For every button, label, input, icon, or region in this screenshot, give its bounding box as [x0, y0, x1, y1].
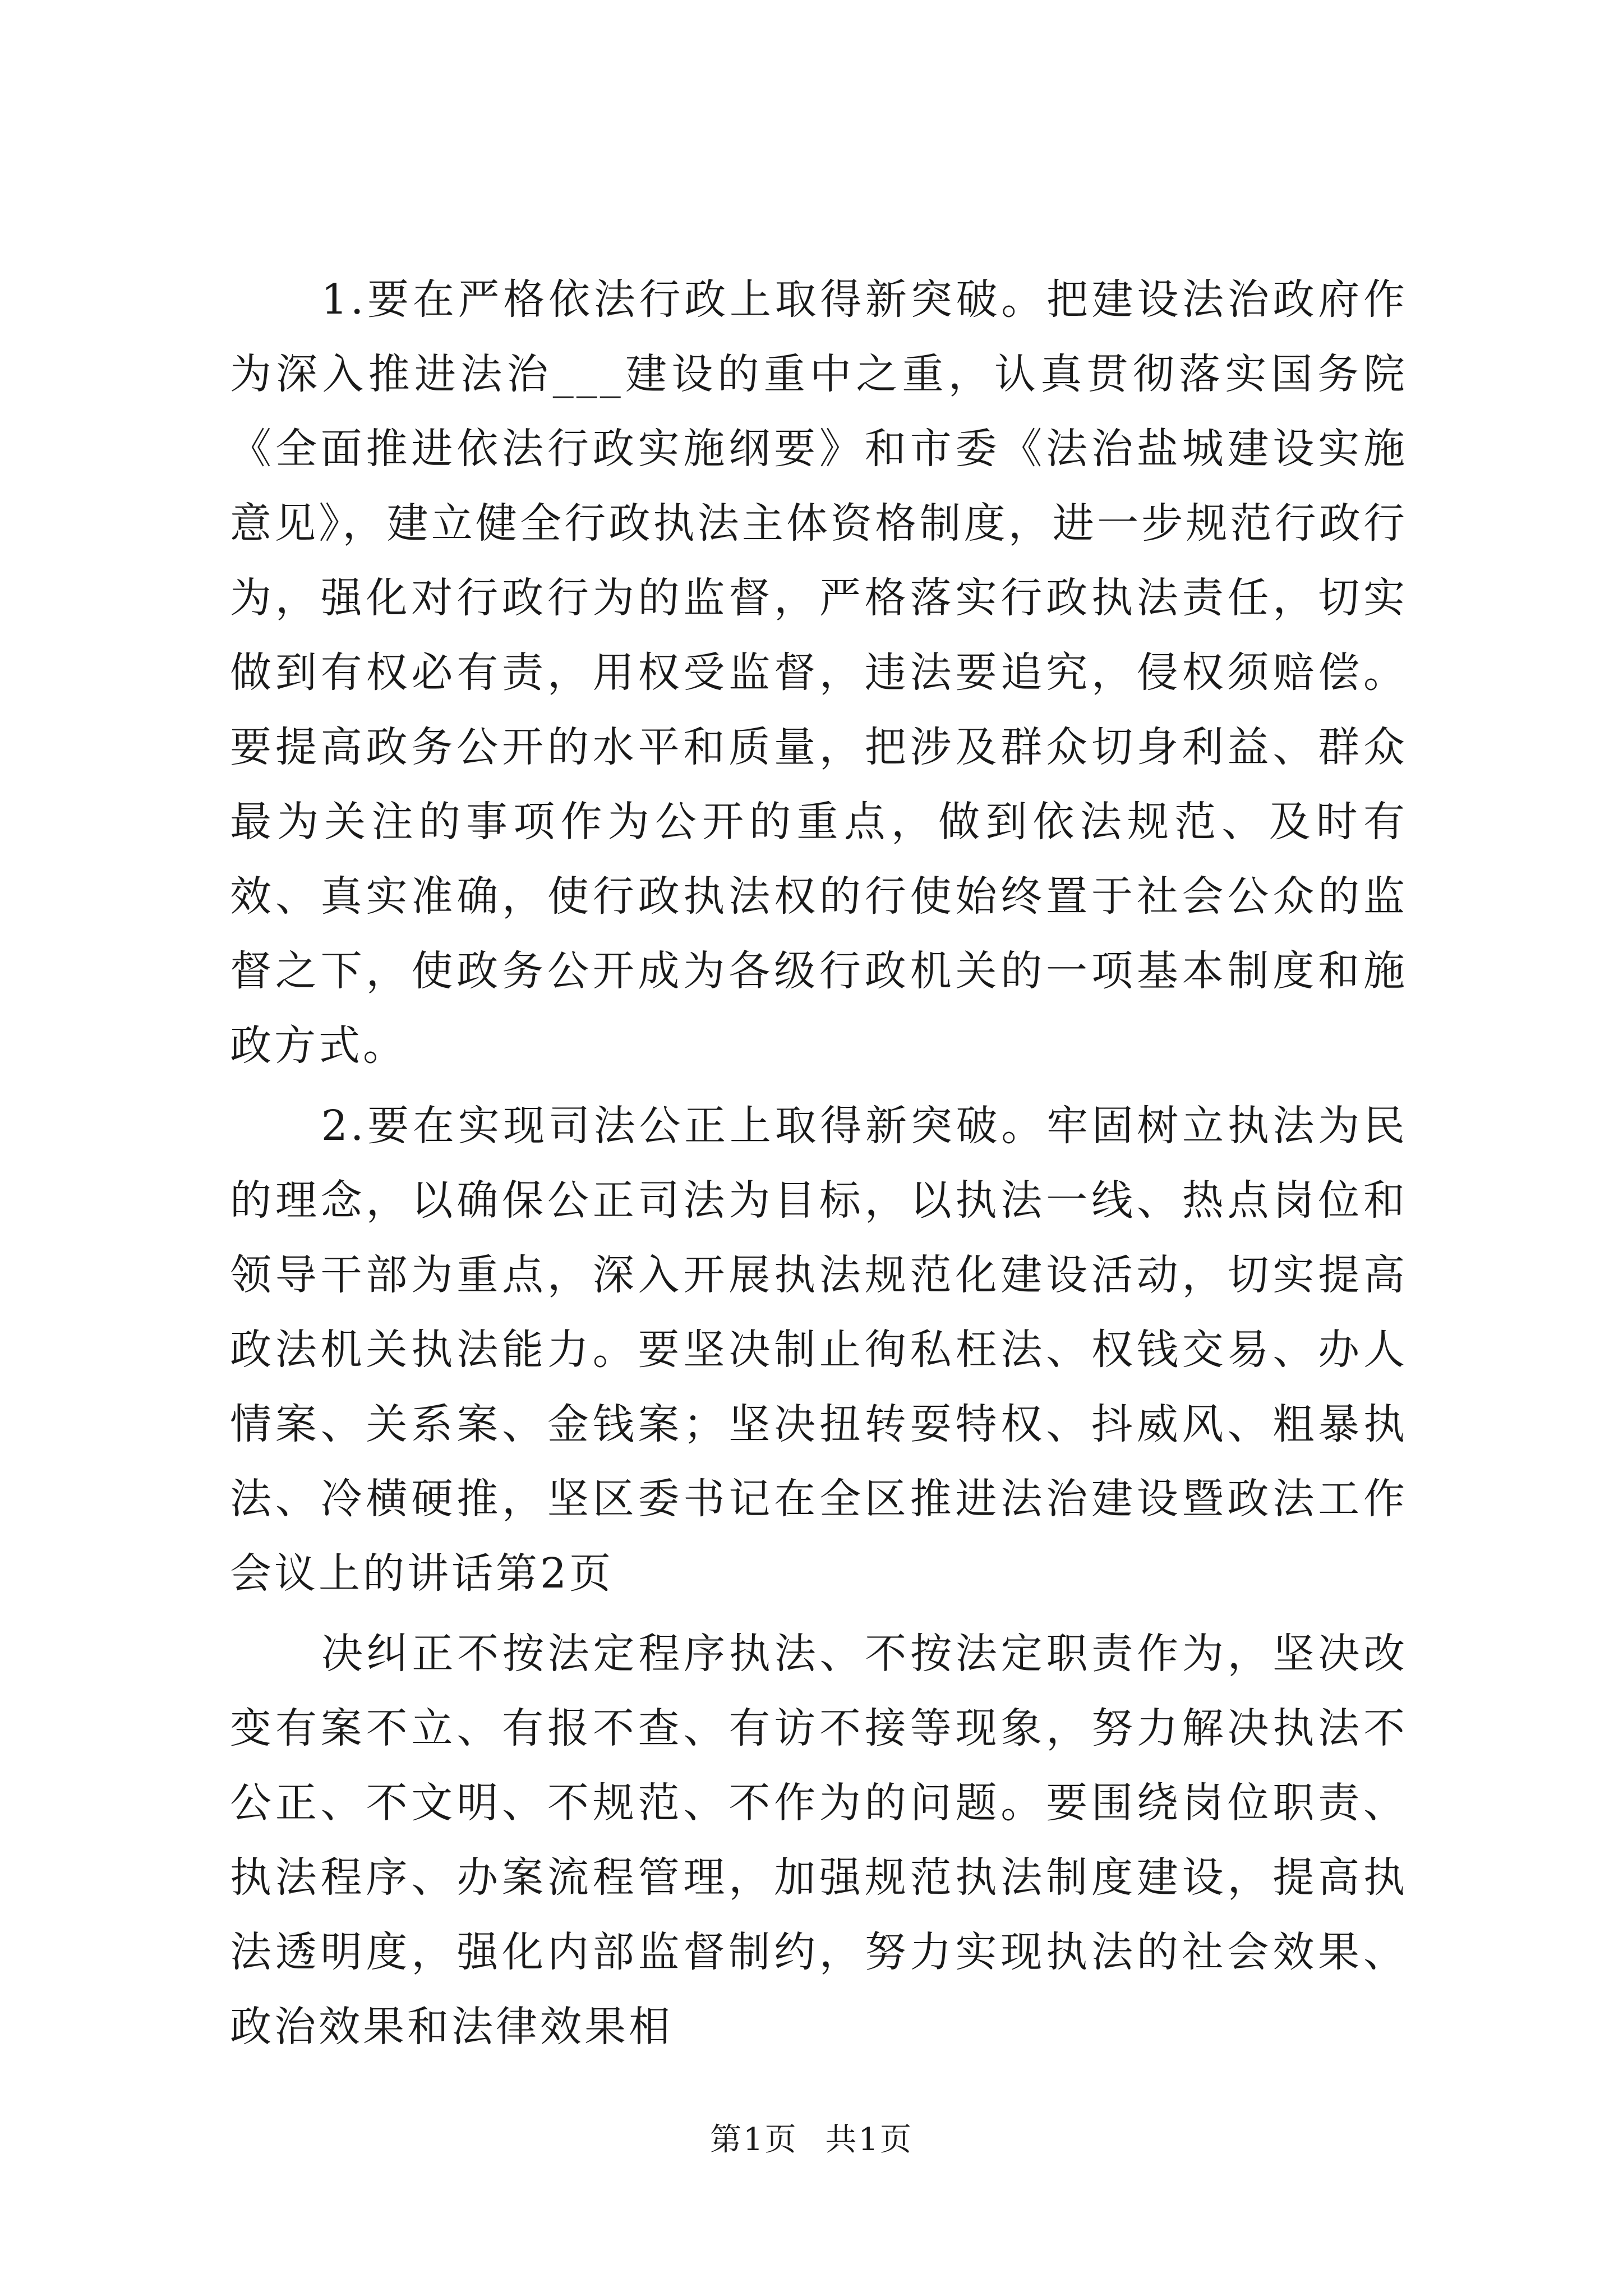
- page-total: 共1页: [825, 2122, 914, 2158]
- document-body: [230, 263, 1408, 2064]
- paragraph-1: 1.要在严格依法行政上取得新突破。把建设法治政府作为深入推进法治___建设的重中之重，认真贯彻落实国务院《全面推进依法行政实施纲要》和市委《法治盐城建设实施意见》，建立健全行政执法主体资格制度，进一步规范行政行为，强化对行政行为的监督，严格落实行政执法责任，切实做到有权必有责，用权受监督，违法要追究，侵权须赔偿。要提高政务公开的水平和质量，把涉及群众切身利益、群众最为关注的事项作为公开的重点，做到依法规范、及时有效、真实准确，使行政执法权的行使始终置于社会公众的监督之下，使政务公开成为各级行政机关的一项基本制度和施政方式。: [230, 275, 1408, 1070]
- paragraph-2: 2.要在实现司法公正上取得新突破。牢固树立执法为民的理念，以确保公正司法为目标，以执法一线、热点岗位和领导干部为重点，深入开展执法规范化建设活动，切实提高政法机关执法能力。要坚决制止徇私枉法、权钱交易、办人情案、关系案、金钱案；坚决扭转耍特权、抖威风、粗暴执法、冷横硬推，坚区委书记在全区推进法治建设暨政法工作会议上的讲话第2页: [230, 1102, 1408, 1598]
- page-footer: [0, 2115, 1623, 2160]
- paragraph-3: 决纠正不按法定程序执法、不按法定职责作为，坚决改变有案不立、有报不查、有访不接等现象，努力解决执法不公正、不文明、不规范、不作为的问题。要围绕岗位职责、执法程序、办案流程管理，加强规范执法制度建设，提高执法透明度，强化内部监督制约，努力实现执法的社会效果、政治效果和法律效果相: [230, 1630, 1408, 2051]
- page-number: 第1页: [709, 2122, 798, 2158]
